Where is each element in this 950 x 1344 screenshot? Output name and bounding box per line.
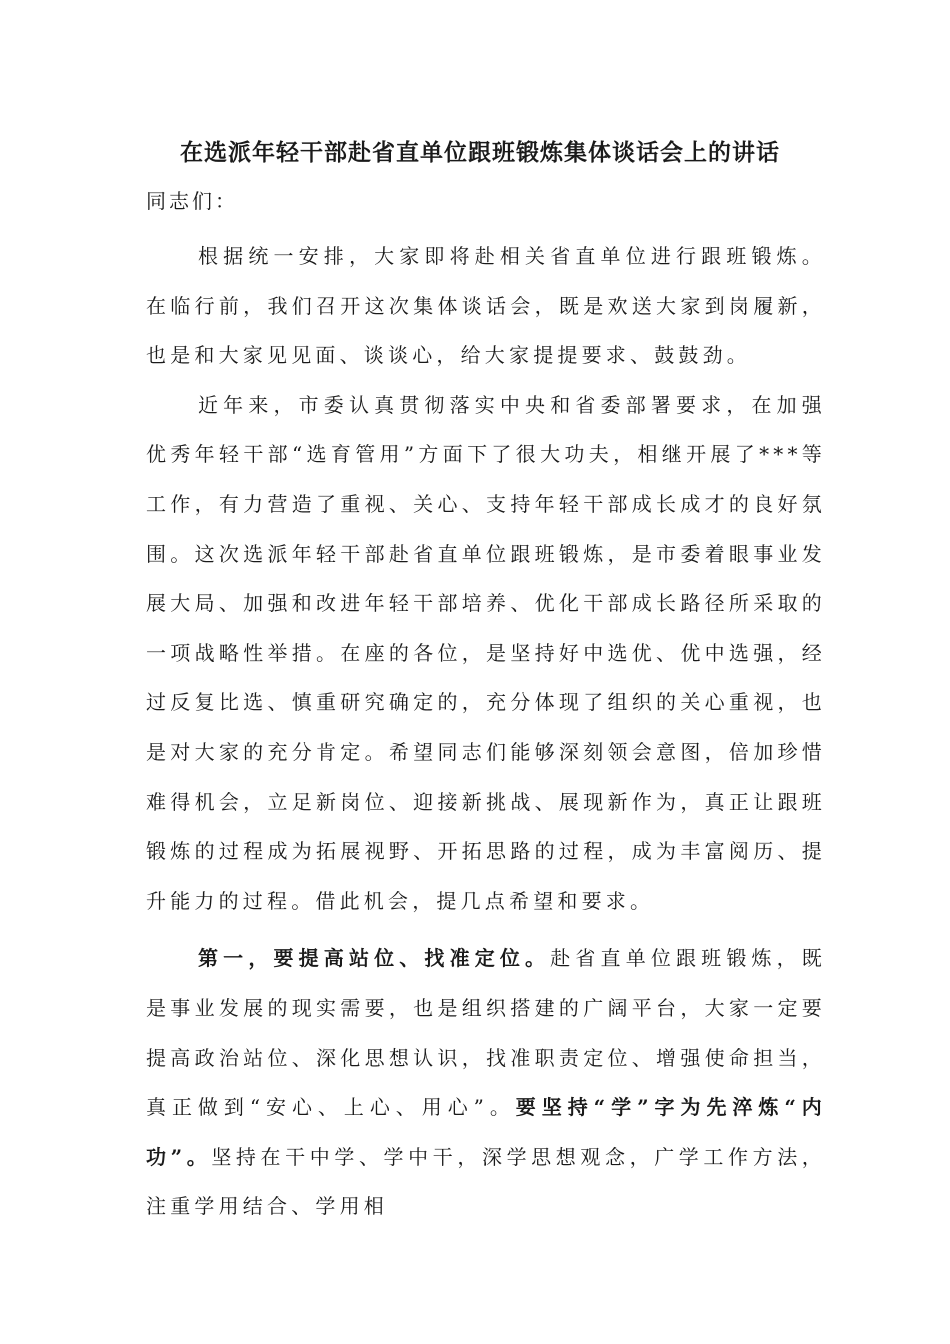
section-1-emphasis: 要坚持“学”字为先淬炼“内功”。	[146, 1095, 826, 1169]
paragraph-section-1	[146, 934, 826, 1232]
paragraph-background: 近年来，市委认真贯彻落实中央和省委部署要求，在加强优秀年轻干部“选育管用”方面下了很大功夫，相继开展了***等工作，有力营造了重视、关心、支持年轻干部成长成才的良好氛围。这次选派年轻干部赴省直单位跟班锻炼，是市委着眼事业发展大局、加强和改进年轻干部培养、优化干部成长路径所采取的一项战略性举措。在座的各位，是坚持好中选优、优中选强，经过反复比选、慎重研究确定的，充分体现了组织的关心重视，也是对大家的充分肯定。希望同志们能够深刻领会意图，倍加珍惜难得机会，立足新岗位、迎接新挑战、展现新作为，真正让跟班锻炼的过程成为拓展视野、开拓思路的过程，成为丰富阅历、提升能力的过程。借此机会，提几点希望和要求。	[146, 392, 826, 913]
document-body	[146, 232, 826, 1232]
section-1-heading: 第一，要提高站位、找准定位。	[198, 946, 551, 971]
section-1-text-b: 坚持在干中学、学中干，深学思想观念，广学工作方法，注重学用结合、学用相	[146, 1144, 827, 1219]
section-1-text-a: 赴省直单位跟班锻炼，既是事业发展的现实需要，也是组织搭建的广阔平台，大家一定要提高政治站位、深化思想认识，找准职责定位、增强使命担当，真正做到“安心、上心、用心”。	[146, 946, 826, 1120]
document-title: 在选派年轻干部赴省直单位跟班锻炼集体谈话会上的讲话	[180, 139, 780, 166]
paragraph-intro: 根据统一安排，大家即将赴相关省直单位进行跟班锻炼。在临行前，我们召开这次集体谈话会，既是欢送大家到岗履新，也是和大家见见面、谈谈心，给大家提提要求、鼓鼓劲。	[146, 244, 826, 368]
salutation: 同志们：	[146, 189, 238, 213]
